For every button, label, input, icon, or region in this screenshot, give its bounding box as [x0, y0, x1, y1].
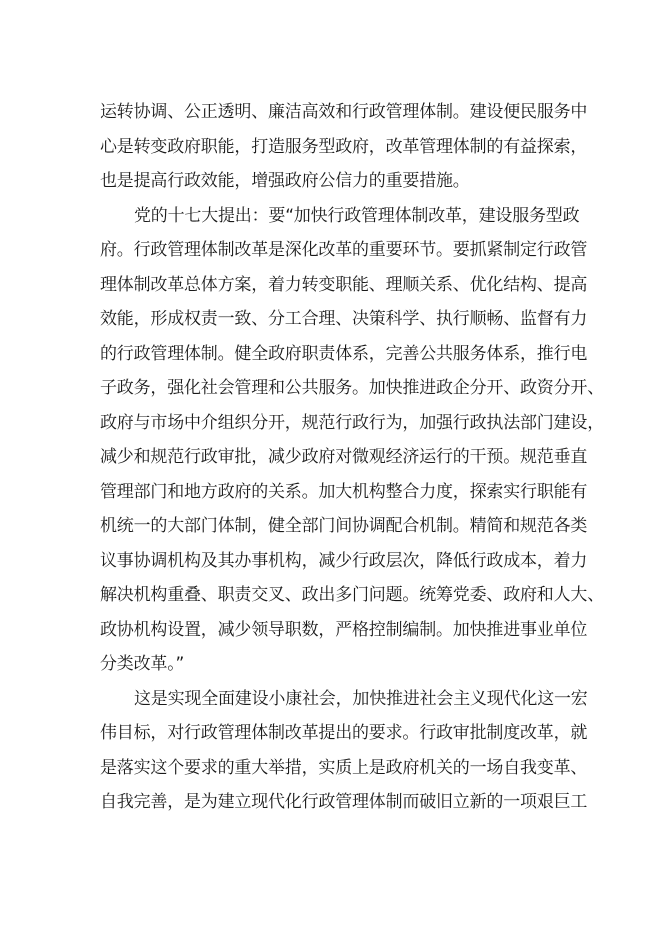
- text-line: 运转协调、公正透明、廉洁高效和行政管理体制。建设便民服务中: [100, 102, 588, 122]
- text-line: 也是提高行政效能，增强政府公信力的重要措施。: [100, 171, 470, 191]
- text-line: 减少和规范行政审批，减少政府对微观经济运行的干预。规范垂直: [100, 447, 588, 467]
- text-line: 政协机构设置，减少领导职数，严格控制编制。加快推进事业单位: [100, 620, 588, 640]
- text-line: 是落实这个要求的重大举措，实质上是政府机关的一场自我变革、: [100, 758, 588, 778]
- text-line: 解决机构重叠、职责交叉、政出多门问题。统筹党委、政府和人大、: [100, 585, 604, 605]
- text-line: 伟目标，对行政管理体制改革提出的要求。行政审批制度改革，就: [100, 723, 588, 743]
- text-line: 心是转变政府职能，打造服务型政府，改革管理体制的有益探索，: [100, 137, 588, 157]
- text-line: 机统一的大部门体制，健全部门间协调配合机制。精简和规范各类: [100, 516, 588, 536]
- paragraph-start-line: 党的十七大提出：要“加快行政管理体制改革，建设服务型政: [134, 206, 580, 226]
- text-line: 府。行政管理体制改革是深化改革的重要环节。要抓紧制定行政管: [100, 240, 588, 260]
- text-line: 议事协调机构及其办事机构，减少行政层次，降低行政成本，着力: [100, 551, 588, 571]
- text-line: 管理部门和地方政府的关系。加大机构整合力度，探索实行职能有: [100, 482, 588, 502]
- text-line: 分类改革。”: [100, 654, 185, 674]
- paragraph-start-line: 这是实现全面建设小康社会，加快推进社会主义现代化这一宏: [134, 689, 588, 709]
- text-line: 理体制改革总体方案，着力转变职能、理顺关系、优化结构、提高: [100, 275, 588, 295]
- text-line: 效能，形成权责一致、分工合理、决策科学、执行顺畅、监督有力: [100, 309, 588, 329]
- text-line: 自我完善，是为建立现代化行政管理体制而破旧立新的一项艰巨工: [100, 792, 588, 812]
- text-line: 子政务，强化社会管理和公共服务。加快推进政企分开、政资分开、: [100, 378, 604, 398]
- text-line: 政府与市场中介组织分开，规范行政行为，加强行政执法部门建设，: [100, 413, 604, 433]
- text-line: 的行政管理体制。健全政府职责体系，完善公共服务体系，推行电: [100, 344, 588, 364]
